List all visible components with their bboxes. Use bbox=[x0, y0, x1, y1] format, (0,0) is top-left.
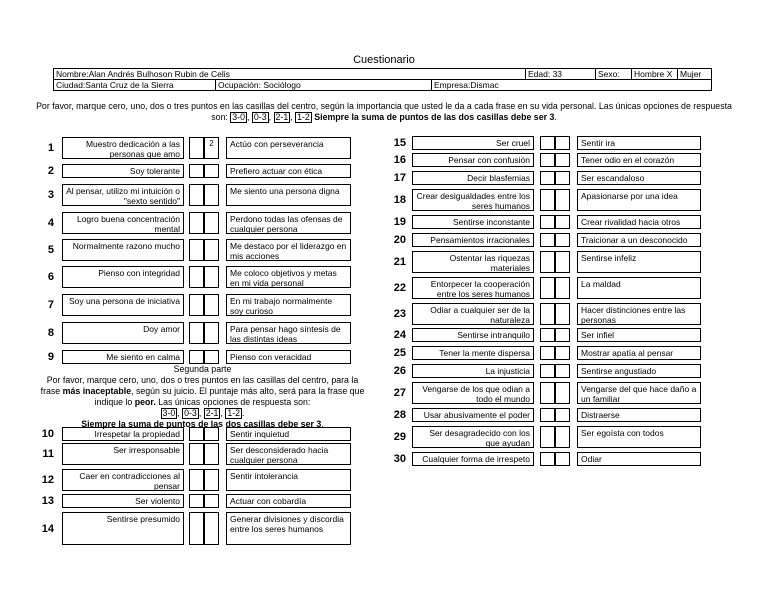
right-statement: Actuar con cobardía bbox=[226, 494, 351, 508]
score-box-right[interactable] bbox=[555, 328, 570, 342]
score-box-right[interactable] bbox=[204, 212, 219, 234]
score-box-left[interactable] bbox=[540, 171, 555, 185]
right-statement: Pienso con veracidad bbox=[226, 350, 351, 364]
part2-title: Segunda parte bbox=[173, 364, 232, 374]
age-field[interactable]: Edad: 33 bbox=[526, 69, 596, 80]
score-box-right[interactable] bbox=[204, 322, 219, 344]
score-box-right[interactable] bbox=[555, 382, 570, 404]
right-statement: Sentirse angustiado bbox=[577, 364, 701, 378]
item-number: 19 bbox=[393, 216, 406, 228]
left-statement: Crear desigualdades entre los seres humanos bbox=[412, 189, 534, 211]
left-statement: Al pensar, utilizo mi intuición o "sexto sentido" bbox=[62, 184, 184, 206]
name-field[interactable]: Nombre:Alan Andrés Bulhoson Rubin de Celis bbox=[54, 69, 526, 80]
option-box: 1-2 bbox=[227, 408, 241, 418]
left-statement: Pensar con confusión bbox=[412, 153, 534, 167]
right-statement: Traicionar a un desconocido bbox=[577, 233, 701, 247]
right-statement: En mi trabajo normalmente soy curioso bbox=[226, 294, 351, 316]
left-statement: Me siento en calma bbox=[62, 350, 184, 364]
score-box-left[interactable] bbox=[540, 215, 555, 229]
score-box-left[interactable] bbox=[189, 469, 204, 491]
part2-instructions: Por favor, marque cero, uno, dos o tres puntos en las casillas del centro, para la frase más inaceptable, según su juicio. El puntaje más alto, será para la frase que indique lo peor. Las únicas opciones de respuesta son: 3-0 , 0-3 , 2-1 , 1-2 . Siempre la suma de puntos de las dos casillas debe ser 3. bbox=[40, 375, 365, 429]
score-box-left[interactable] bbox=[540, 189, 555, 211]
page-title: Cuestionario bbox=[353, 54, 415, 66]
right-statement: Me siento una persona digna bbox=[226, 184, 351, 206]
score-box-left[interactable] bbox=[540, 233, 555, 247]
score-box-left[interactable] bbox=[540, 328, 555, 342]
left-statement: Sentirse presumido bbox=[62, 512, 184, 545]
left-statement: Odiar a cualquier ser de la naturaleza bbox=[412, 303, 534, 325]
score-box-left[interactable] bbox=[540, 346, 555, 360]
right-statement: Perdono todas las ofensas de cualquier persona bbox=[226, 212, 351, 234]
left-statement: Usar abusivamente el poder bbox=[412, 408, 534, 422]
score-box-right[interactable] bbox=[204, 164, 219, 178]
left-statement: Logro buena concentración mental bbox=[62, 212, 184, 234]
score-box-left[interactable] bbox=[540, 136, 555, 150]
score-box-right[interactable] bbox=[555, 303, 570, 325]
right-statement: Sentir ira bbox=[577, 136, 701, 150]
score-box-right[interactable] bbox=[204, 494, 219, 508]
item-number: 12 bbox=[41, 474, 54, 486]
score-box-left[interactable] bbox=[189, 164, 204, 178]
right-statement: La maldad bbox=[577, 277, 701, 299]
left-statement: Pienso con integridad bbox=[62, 266, 184, 288]
left-statement: Sentirse inconstante bbox=[412, 215, 534, 229]
right-statement: Generar divisiones y discordia entre los seres humanos bbox=[226, 512, 351, 545]
score-box-right[interactable] bbox=[555, 251, 570, 273]
item-number: 14 bbox=[41, 522, 54, 535]
score-box-left[interactable] bbox=[540, 382, 555, 404]
score-box-right[interactable] bbox=[204, 469, 219, 491]
right-statement: Apasionarse por una idea bbox=[577, 189, 701, 211]
right-statement: Actúo con perseverancia bbox=[226, 137, 351, 159]
left-statement: Ser cruel bbox=[412, 136, 534, 150]
item-number: 21 bbox=[393, 256, 406, 268]
item-number: 26 bbox=[393, 365, 406, 377]
score-box-right[interactable] bbox=[555, 277, 570, 299]
left-statement: Ostentar las riquezas materiales bbox=[412, 251, 534, 273]
right-statement: Distraerse bbox=[577, 408, 701, 422]
option-box: 3-0 bbox=[232, 112, 245, 122]
item-number: 3 bbox=[47, 189, 54, 201]
score-box-left[interactable] bbox=[540, 364, 555, 378]
score-box-right[interactable] bbox=[555, 136, 570, 150]
item-number: 13 bbox=[41, 495, 54, 507]
score-box-left[interactable] bbox=[189, 294, 204, 316]
right-statement: Sentir inquietud bbox=[226, 427, 351, 441]
score-box-left[interactable] bbox=[540, 153, 555, 167]
item-number: 23 bbox=[393, 308, 406, 320]
right-statement: Vengarse del que hace daño a un familiar bbox=[577, 382, 701, 404]
score-box-right[interactable] bbox=[204, 266, 219, 288]
item-number: 9 bbox=[47, 351, 54, 363]
left-statement: Ser irresponsable bbox=[62, 443, 184, 465]
item-number: 11 bbox=[42, 448, 54, 460]
left-statement: Tener la mente dispersa bbox=[412, 346, 534, 360]
left-statement: Irrespetar la propiedad bbox=[62, 427, 184, 441]
score-box-right[interactable] bbox=[555, 408, 570, 422]
left-statement: Soy una persona de iniciativa bbox=[62, 294, 184, 316]
option-box: 1-2 bbox=[297, 112, 310, 122]
instructions-line1: Por favor, marque cero, uno, dos o tres puntos en las casillas del centro, según la importancia que usted le da a cada frase en su vida personal. Las únicas opciones de respuesta bbox=[36, 101, 732, 111]
right-statement: Prefiero actuar con ética bbox=[226, 164, 351, 178]
score-box-right[interactable] bbox=[555, 426, 570, 448]
score-box-right[interactable] bbox=[555, 171, 570, 185]
item-number: 18 bbox=[393, 194, 406, 206]
option-box: 3-0 bbox=[162, 408, 176, 418]
score-box-right[interactable] bbox=[555, 346, 570, 360]
score-box-left[interactable] bbox=[540, 277, 555, 299]
left-statement: Decir blasfemias bbox=[412, 171, 534, 185]
item-number: 16 bbox=[393, 154, 406, 166]
right-statement: Ser infiel bbox=[577, 328, 701, 342]
left-statement: La injusticia bbox=[412, 364, 534, 378]
item-number: 27 bbox=[393, 387, 406, 399]
item-number: 4 bbox=[47, 217, 54, 229]
instructions-line2: son: 3-0 , 0-3 , 2-1 , 1-2 Siempre la suma de puntos de las dos casillas debe ser 3. bbox=[211, 112, 557, 122]
left-statement: Vengarse de los que odian a todo el mundo bbox=[412, 382, 534, 404]
male-option[interactable]: Hombre X bbox=[632, 69, 678, 80]
right-statement: Hacer distinciones entre las personas bbox=[577, 303, 701, 325]
right-statement: Tener odio en el corazón bbox=[577, 153, 701, 167]
item-number: 24 bbox=[393, 329, 406, 341]
score-box-right[interactable] bbox=[204, 427, 219, 441]
score-box-left[interactable] bbox=[540, 408, 555, 422]
left-statement: Normalmente razono mucho bbox=[62, 239, 184, 261]
right-statement: Sentirse infeliz bbox=[577, 251, 701, 273]
item-number: 29 bbox=[393, 431, 406, 443]
right-statement: Ser egoísta con todos bbox=[577, 426, 701, 448]
left-statement: Doy amor bbox=[62, 322, 184, 344]
score-box-left[interactable] bbox=[189, 350, 204, 364]
right-statement: Crear rivalidad hacia otros bbox=[577, 215, 701, 229]
option-box: 2-1 bbox=[205, 408, 219, 418]
left-statement: Cualquier forma de irrespeto bbox=[412, 452, 534, 466]
score-box-left[interactable] bbox=[540, 426, 555, 448]
score-box-left[interactable] bbox=[540, 452, 555, 466]
score-box-right[interactable] bbox=[555, 233, 570, 247]
score-box-left[interactable] bbox=[189, 184, 204, 206]
occupation-field[interactable]: Ocupación: Sociólogo bbox=[216, 80, 432, 91]
score-box-right[interactable] bbox=[204, 350, 219, 364]
item-number: 7 bbox=[47, 299, 54, 311]
left-statement: Muestro dedicación a las personas que amo bbox=[62, 137, 184, 159]
right-statement: Me coloco objetivos y metas en mi vida personal bbox=[226, 266, 351, 288]
item-number: 25 bbox=[393, 347, 406, 359]
item-number: 6 bbox=[47, 271, 54, 283]
score-box-left[interactable] bbox=[189, 239, 204, 261]
score-box-right[interactable] bbox=[204, 184, 219, 206]
score-box-left[interactable] bbox=[540, 303, 555, 325]
item-number: 17 bbox=[393, 172, 406, 184]
score-box-right[interactable] bbox=[555, 153, 570, 167]
sex-label: Sexo: bbox=[596, 69, 632, 80]
score-box-right[interactable]: 2 bbox=[204, 137, 219, 159]
right-statement: Me destaco por el liderazgo en mis acciones bbox=[226, 239, 351, 261]
score-box-right[interactable] bbox=[555, 452, 570, 466]
item-number: 15 bbox=[393, 137, 406, 149]
score-box-right[interactable] bbox=[204, 443, 219, 465]
score-box-left[interactable] bbox=[540, 251, 555, 273]
instructions-part1 bbox=[14, 101, 754, 123]
score-box-right[interactable] bbox=[204, 239, 219, 261]
right-statement: Odiar bbox=[577, 452, 701, 466]
score-box-left[interactable] bbox=[189, 137, 204, 159]
right-statement: Ser escandaloso bbox=[577, 171, 701, 185]
left-statement: Ser violento bbox=[62, 494, 184, 508]
item-number: 8 bbox=[47, 327, 54, 339]
score-box-left[interactable] bbox=[189, 266, 204, 288]
right-statement: Ser desconsiderado hacia cualquier persona bbox=[226, 443, 351, 465]
score-box-left[interactable] bbox=[189, 212, 204, 234]
right-statement: Sentir intolerancia bbox=[226, 469, 351, 491]
right-statement: Para pensar hago síntesis de las distintas ideas bbox=[226, 322, 351, 344]
item-number: 20 bbox=[393, 234, 406, 246]
female-option[interactable]: Mujer bbox=[678, 69, 712, 80]
score-box-left[interactable] bbox=[189, 322, 204, 344]
item-number: 10 bbox=[41, 428, 54, 440]
score-box-left[interactable] bbox=[189, 443, 204, 465]
score-box-right[interactable] bbox=[555, 215, 570, 229]
option-box: 0-3 bbox=[184, 408, 197, 418]
item-number: 22 bbox=[393, 282, 406, 294]
option-box: 0-3 bbox=[253, 112, 267, 122]
score-box-right[interactable] bbox=[555, 189, 570, 211]
left-statement: Soy tolerante bbox=[62, 164, 184, 178]
item-number: 30 bbox=[393, 453, 406, 465]
score-box-left[interactable] bbox=[189, 427, 204, 441]
score-box-left[interactable] bbox=[189, 512, 204, 545]
city-field[interactable]: Ciudad:Santa Cruz de la Sierra bbox=[54, 80, 216, 91]
score-box-left[interactable] bbox=[189, 494, 204, 508]
left-statement: Entorpecer la cooperación entre los seres humanos bbox=[412, 277, 534, 299]
option-box: 2-1 bbox=[275, 112, 289, 122]
item-number: 5 bbox=[47, 244, 54, 256]
left-statement: Ser desagradecido con los que ayudan bbox=[412, 426, 534, 448]
item-number: 1 bbox=[47, 142, 54, 154]
item-number: 28 bbox=[393, 409, 406, 421]
score-box-right[interactable] bbox=[204, 512, 219, 545]
respondent-info-table bbox=[53, 68, 712, 91]
item-number: 2 bbox=[47, 165, 54, 177]
left-statement: Pensamientos irracionales bbox=[412, 233, 534, 247]
right-statement: Mostrar apatía al pensar bbox=[577, 346, 701, 360]
left-statement: Sentirse intranquilo bbox=[412, 328, 534, 342]
company-field[interactable]: Empresa:Dismac bbox=[432, 80, 712, 91]
score-box-right[interactable] bbox=[204, 294, 219, 316]
left-statement: Caer en contradicciones al pensar bbox=[62, 469, 184, 491]
score-box-right[interactable] bbox=[555, 364, 570, 378]
